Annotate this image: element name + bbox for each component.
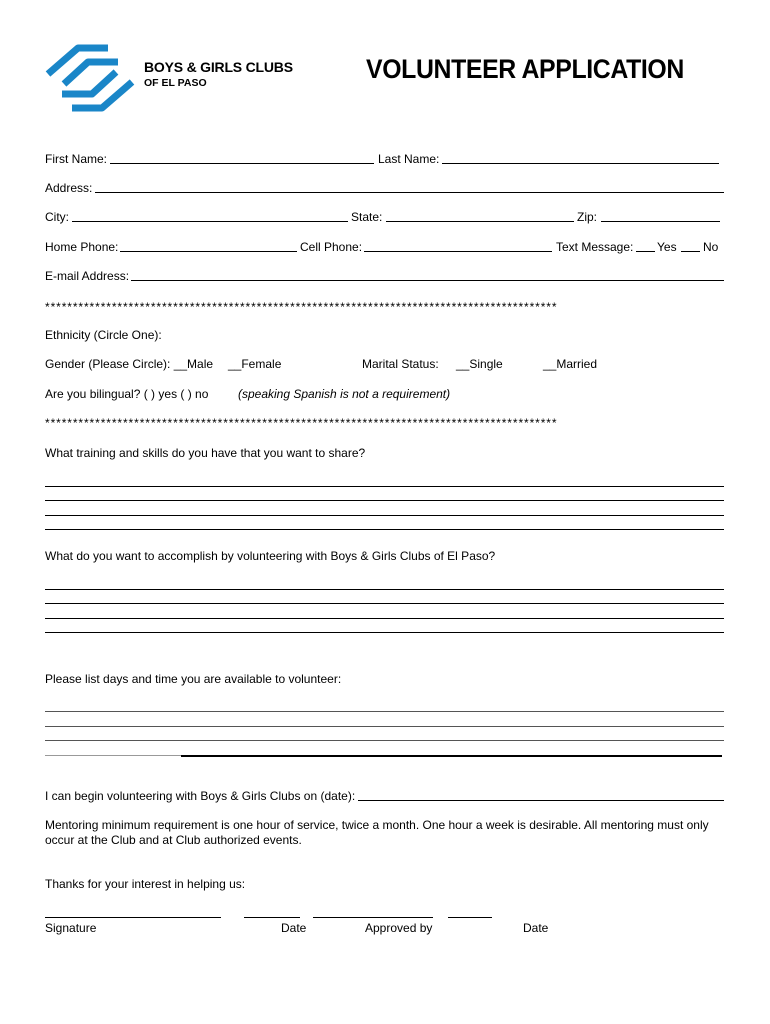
approved-by-label: Approved by — [365, 921, 433, 935]
availability-question: Please list days and time you are available to volunteer: — [45, 672, 342, 686]
signature-label: Signature — [45, 921, 97, 935]
email-label: E-mail Address: — [45, 269, 130, 283]
gender-female[interactable]: __Female — [228, 357, 282, 371]
org-subtitle: OF EL PASO — [144, 77, 207, 89]
text-no-blank[interactable] — [681, 251, 700, 252]
first-name-field[interactable] — [110, 163, 374, 164]
zip-field[interactable] — [601, 221, 720, 222]
zip-label: Zip: — [577, 210, 598, 224]
skills-answer-line[interactable] — [45, 515, 724, 516]
skills-question: What training and skills do you have that you want to share? — [45, 446, 366, 460]
approval-date-line[interactable] — [448, 917, 492, 918]
availability-answer-line[interactable] — [45, 740, 724, 741]
state-field[interactable] — [386, 221, 574, 222]
accomplish-answer-line[interactable] — [45, 603, 724, 604]
cell-phone-field[interactable] — [364, 251, 552, 252]
home-phone-field[interactable] — [120, 251, 297, 252]
availability-answer-line[interactable] — [181, 755, 722, 757]
date-line[interactable] — [244, 917, 300, 918]
state-label: State: — [351, 210, 383, 224]
text-message-label: Text Message: — [556, 240, 634, 254]
availability-answer-line[interactable] — [45, 755, 181, 756]
last-name-field[interactable] — [442, 163, 719, 164]
city-field[interactable] — [72, 221, 348, 222]
availability-answer-line[interactable] — [45, 726, 724, 727]
separator: ******************************************************************************************** — [45, 416, 558, 430]
logo-hands-icon — [44, 44, 136, 114]
city-label: City: — [45, 210, 69, 224]
text-yes-blank[interactable] — [636, 251, 655, 252]
address-label: Address: — [45, 181, 93, 195]
accomplish-answer-line[interactable] — [45, 618, 724, 619]
last-name-label: Last Name: — [378, 152, 440, 166]
text-yes-label: Yes — [657, 240, 677, 254]
cell-phone-label: Cell Phone: — [300, 240, 363, 254]
home-phone-label: Home Phone: — [45, 240, 119, 254]
accomplish-question: What do you want to accomplish by volunteering with Boys & Girls Clubs of El Paso? — [45, 549, 496, 563]
thanks-text: Thanks for your interest in helping us: — [45, 877, 246, 891]
accomplish-answer-line[interactable] — [45, 632, 724, 633]
gender-label: Gender (Please Circle): __Male — [45, 357, 214, 371]
availability-answer-line[interactable] — [45, 711, 724, 712]
skills-answer-line[interactable] — [45, 500, 724, 501]
logo — [44, 44, 304, 114]
skills-answer-line[interactable] — [45, 529, 724, 530]
page-title: VOLUNTEER APPLICATION — [366, 54, 684, 84]
first-name-label: First Name: — [45, 152, 108, 166]
date-label: Date — [281, 921, 307, 935]
accomplish-answer-line[interactable] — [45, 589, 724, 590]
address-field[interactable] — [95, 192, 724, 193]
begin-date-label: I can begin volunteering with Boys & Girls Clubs on (date): — [45, 789, 356, 803]
bilingual-question[interactable]: Are you bilingual? ( ) yes ( ) no — [45, 387, 209, 401]
marital-status-label: Marital Status: — [362, 357, 439, 371]
mentoring-requirement: Mentoring minimum requirement is one hour of service, twice a month. One hour a week is desirable. All mentoring must only occur at the Club and at Club authorized events. — [45, 818, 709, 847]
separator: ******************************************************************************************** — [45, 300, 558, 314]
begin-date-field[interactable] — [358, 800, 724, 801]
email-field[interactable] — [131, 280, 724, 281]
marital-married[interactable]: __Married — [543, 357, 598, 371]
org-name: BOYS & GIRLS CLUBS — [144, 59, 293, 75]
skills-answer-line[interactable] — [45, 486, 724, 487]
marital-single[interactable]: __Single — [456, 357, 503, 371]
approval-date-label: Date — [523, 921, 549, 935]
signature-line[interactable] — [45, 917, 221, 918]
ethnicity-label: Ethnicity (Circle One): — [45, 328, 162, 342]
text-no-label: No — [703, 240, 719, 254]
bilingual-note: (speaking Spanish is not a requirement) — [238, 387, 451, 401]
approved-by-line[interactable] — [313, 917, 433, 918]
